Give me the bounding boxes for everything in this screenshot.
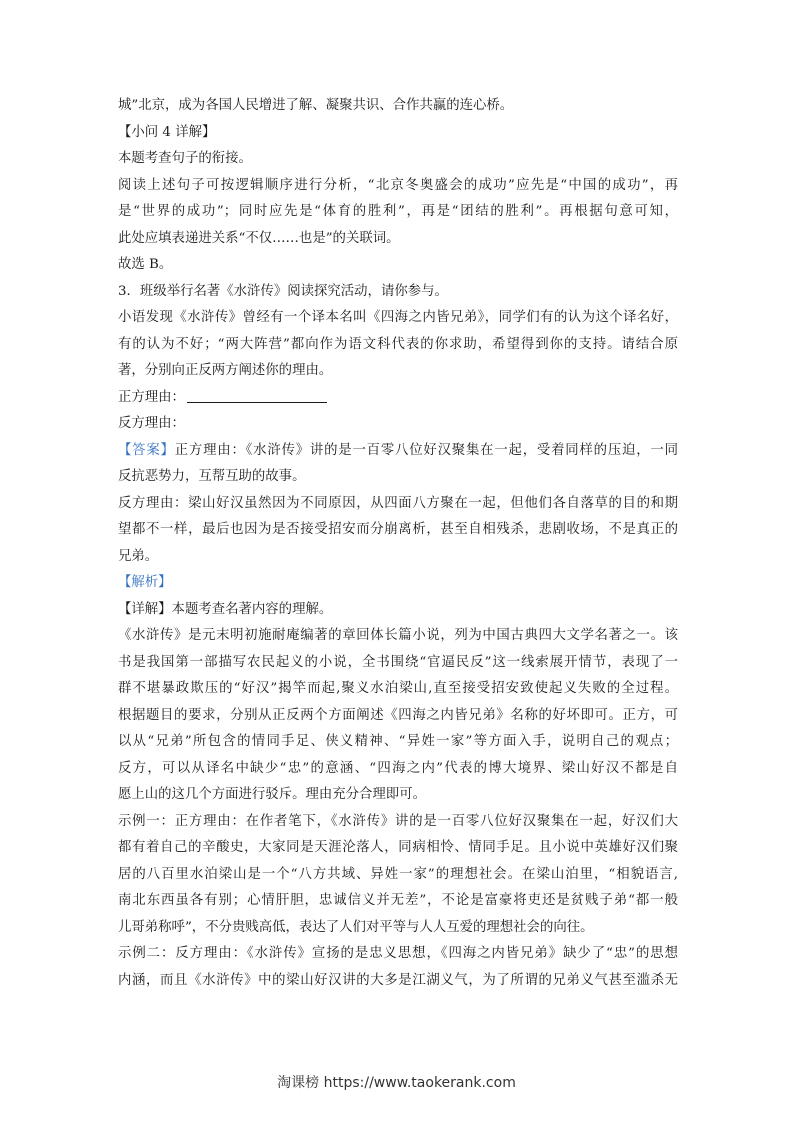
con-reason-label: 反方理由： [118,416,185,431]
text-line: 《水浒传》是元末明初施耐庵编著的章回体长篇小说，列为中国古典四大文学名著之一。该 [118,628,678,643]
text-line: 【详解】本题考查名著内容的理解。 [118,601,333,617]
text-line: 故选 B。 [118,257,173,272]
text-line: 内涵，而且《水浒传》中的梁山好汉讲的大多是江湖义气，为了所谓的兄弟义气甚至滥杀无 [118,972,678,988]
text-line: 反抗恶势力，互帮互助的故事。 [118,469,306,484]
question-title: 3．班级举行名著《水浒传》阅读探究活动，请你参与。 [118,283,448,299]
text-line: 望都不一样，最后也因为是否接受招安而分崩离析，甚至自相残杀，悲剧收场，不是真正的 [118,522,678,537]
document-page [118,93,678,994]
text-line: 以从“兄弟”所包含的情同手足、侠义精神、“异姓一家”等方面入手，说明自己的观点； [118,734,678,749]
text-line: 群不堪暴政欺压的“好汉”揭竿而起,聚义水泊梁山,直至接受招安致使起义失败的全过程。 [118,681,678,696]
text-line: 阅读上述句子可按逻辑顺序进行分析，“北京冬奥盛会的成功”应先是“中国的成功”，再 [118,177,678,193]
answer-blank [187,388,327,403]
text-line: 是“世界的成功”；同时应先是“体育的胜利”，再是“团结的胜利”。再根据句意可知， [118,204,678,219]
pro-reason-label: 正方理由： [118,389,185,405]
text-line: 反方，可以从译名中缺少“忠”的意涵、“四海之内”代表的博大境界、梁山好汉不都是自 [118,760,678,776]
answer-tag: 【答案】 [118,442,175,458]
text-line: 城”北京，成为各国人民增进了解、凝聚共识、合作共赢的连心桥。 [118,98,514,113]
text-line: 都有着自己的辛酸史，大家同是天涯沦落人，同病相怜、情同手足。且小说中英雄好汉们聚 [118,840,678,855]
footer-watermark: 淘课榜 https://www.taokerank.com [277,1075,516,1091]
text-line: 根据题目的要求，分别从正反两个方面阐述《四海之内皆兄弟》名称的好坏即可。正方，可 [118,707,678,723]
text-line: 小语发现《水浒传》曾经有一个译本名叫《四海之内皆兄弟》，同学们有的认为这个译名好， [118,310,678,325]
text-line: 居的八百里水泊梁山是一个“八方共域、异姓一家”的理想社会。在梁山泊里，“相貌语言, [118,866,678,882]
text-line: 书是我国第一部描写农民起义的小说，全书围绕“官逼民反”这一线索展开情节，表现了一 [118,654,678,670]
text-line: 兄弟。 [118,548,159,564]
analysis-tag: 【解析】 [118,575,172,590]
text-line: 示例一：正方理由：在作者笔下，《水浒传》讲的是一百零八位好汉聚集在一起，好汉们大 [118,813,678,829]
text-line: 愿上山的这几个方面进行驳斥。理由充分合理即可。 [118,787,426,802]
section-heading: 【小问 4 详解】 [118,124,216,140]
text-line: 反方理由：梁山好汉虽然因为不同原因，从四面八方聚在一起，但他们各自落草的目的和期 [118,495,678,511]
answer-line [118,438,678,465]
text-line: 此处应填表递进关系“不仅……也是”的关联词。 [118,230,400,246]
text-line: 南北东西虽各有别；心情肝胆，忠诚信义并无差”，不论是富豪将吏还是贫贱子弟“都一般 [118,893,678,908]
pro-reason-line [118,385,678,412]
text-line: 本题考查句子的衔接。 [118,151,252,166]
text-line: 儿哥弟称呼”，不分贵贱高低，表达了人们对平等与人人互爱的理想社会的向往。 [118,919,594,935]
answer-text: 正方理由：《水浒传》讲的是一百零八位好汉聚集在一起，受着同样的压迫，一同 [174,442,678,458]
text-line: 示例二：反方理由：《水浒传》宣扬的是忠义思想，《四海之内皆兄弟》缺少了“忠”的思想 [118,946,678,961]
text-line: 著，分别向正反两方阐述你的理由。 [118,363,333,378]
text-line: 有的认为不好；“两大阵营”都向作为语文科代表的你求助，希望得到你的支持。请结合原 [118,336,678,352]
